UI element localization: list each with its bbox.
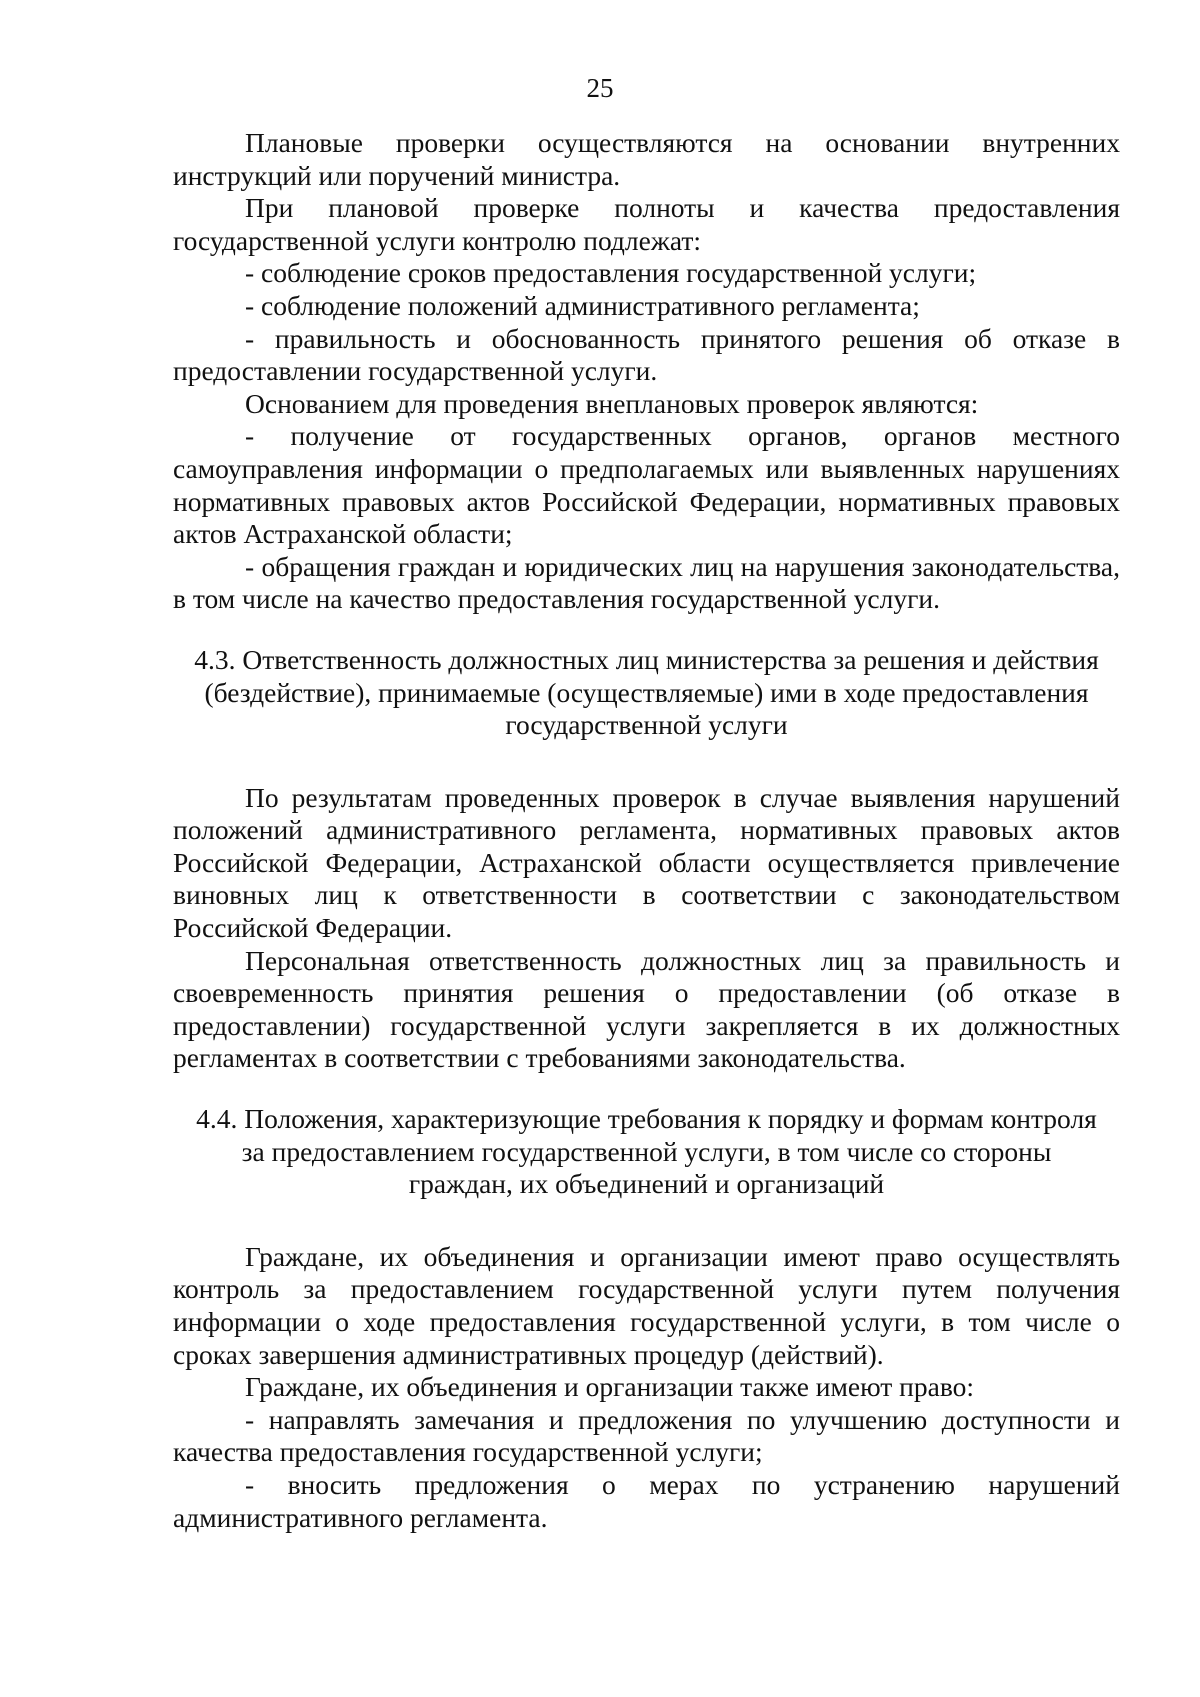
paragraph: Граждане, их объединения и организации также имеют право: (245, 1371, 975, 1403)
list-item: - получение от государственных органов, органов местного самоуправления информации о предполагаемых или выявленных нарушениях нормативных правовых актов Российской Федерации, нормативных правовых актов Астраханской области; (173, 420, 1120, 550)
heading-line: граждан, их объединений и организаций (408, 1168, 885, 1200)
paragraph: Основанием для проведения внеплановых проверок являются: (245, 387, 979, 419)
inspection-section (173, 127, 1120, 616)
heading-line: 4.3. Ответственность должностных лиц министерства за решения и действия (194, 643, 1099, 675)
section-heading-4-4 (167, 1103, 1126, 1201)
list-item: - направлять замечания и предложения по улучшению доступности и качества предоставления государственной услуги; (173, 1403, 1120, 1468)
section-heading-4-3 (167, 644, 1126, 742)
list-item: - обращения граждан и юридических лиц на нарушения законодательства, в том числе на качество предоставления государственной услуги. (173, 550, 1120, 615)
section-body-4-3 (173, 782, 1120, 1075)
heading-line: (бездействие), принимаемые (осуществляемые) ими в ходе предоставления (204, 676, 1089, 708)
paragraph: При плановой проверке полноты и качества предоставления государственной услуги контролю подлежат: (173, 192, 1120, 256)
list-item: - соблюдение положений административного регламента; (245, 289, 920, 321)
section-body-4-4 (173, 1241, 1120, 1534)
heading-line: 4.4. Положения, характеризующие требования к порядку и формам контроля (196, 1103, 1097, 1135)
paragraph: Граждане, их объединения и организации имеют право осуществлять контроль за предоставлением государственной услуги путем получения информации о ходе предоставления государственной услуги, в том числе о сроках завершения административных процедур (действий). (173, 1240, 1120, 1370)
heading-line: за предоставлением государственной услуги, в том числе со стороны (241, 1135, 1052, 1167)
page-number: 25 (586, 73, 614, 103)
paragraph: Плановые проверки осуществляются на основании внутренних инструкций или поручений министра. (173, 127, 1120, 191)
list-item: - правильность и обоснованность принятого решения об отказе в предоставлении государственной услуги. (173, 322, 1120, 387)
heading-line: государственной услуги (505, 709, 788, 741)
paragraph: Персональная ответственность должностных лиц за правильность и своевременность принятия решения о предоставлении (об отказе в предоставлении) государственной услуги закрепляется в их должностных регламентах в соответствии с требованиями законодательства. (173, 944, 1120, 1074)
list-item: - соблюдение сроков предоставления государственной услуги; (245, 257, 977, 289)
list-item: - вносить предложения о мерах по устранению нарушений административного регламента. (173, 1468, 1120, 1533)
paragraph: По результатам проведенных проверок в случае выявления нарушений положений административного регламента, нормативных правовых актов Российской Федерации, Астраханской области осуществляется привлечение виновных лиц к ответственности в соответствии с законодательством Российской Федерации. (173, 781, 1120, 944)
page-content (173, 127, 1120, 1534)
